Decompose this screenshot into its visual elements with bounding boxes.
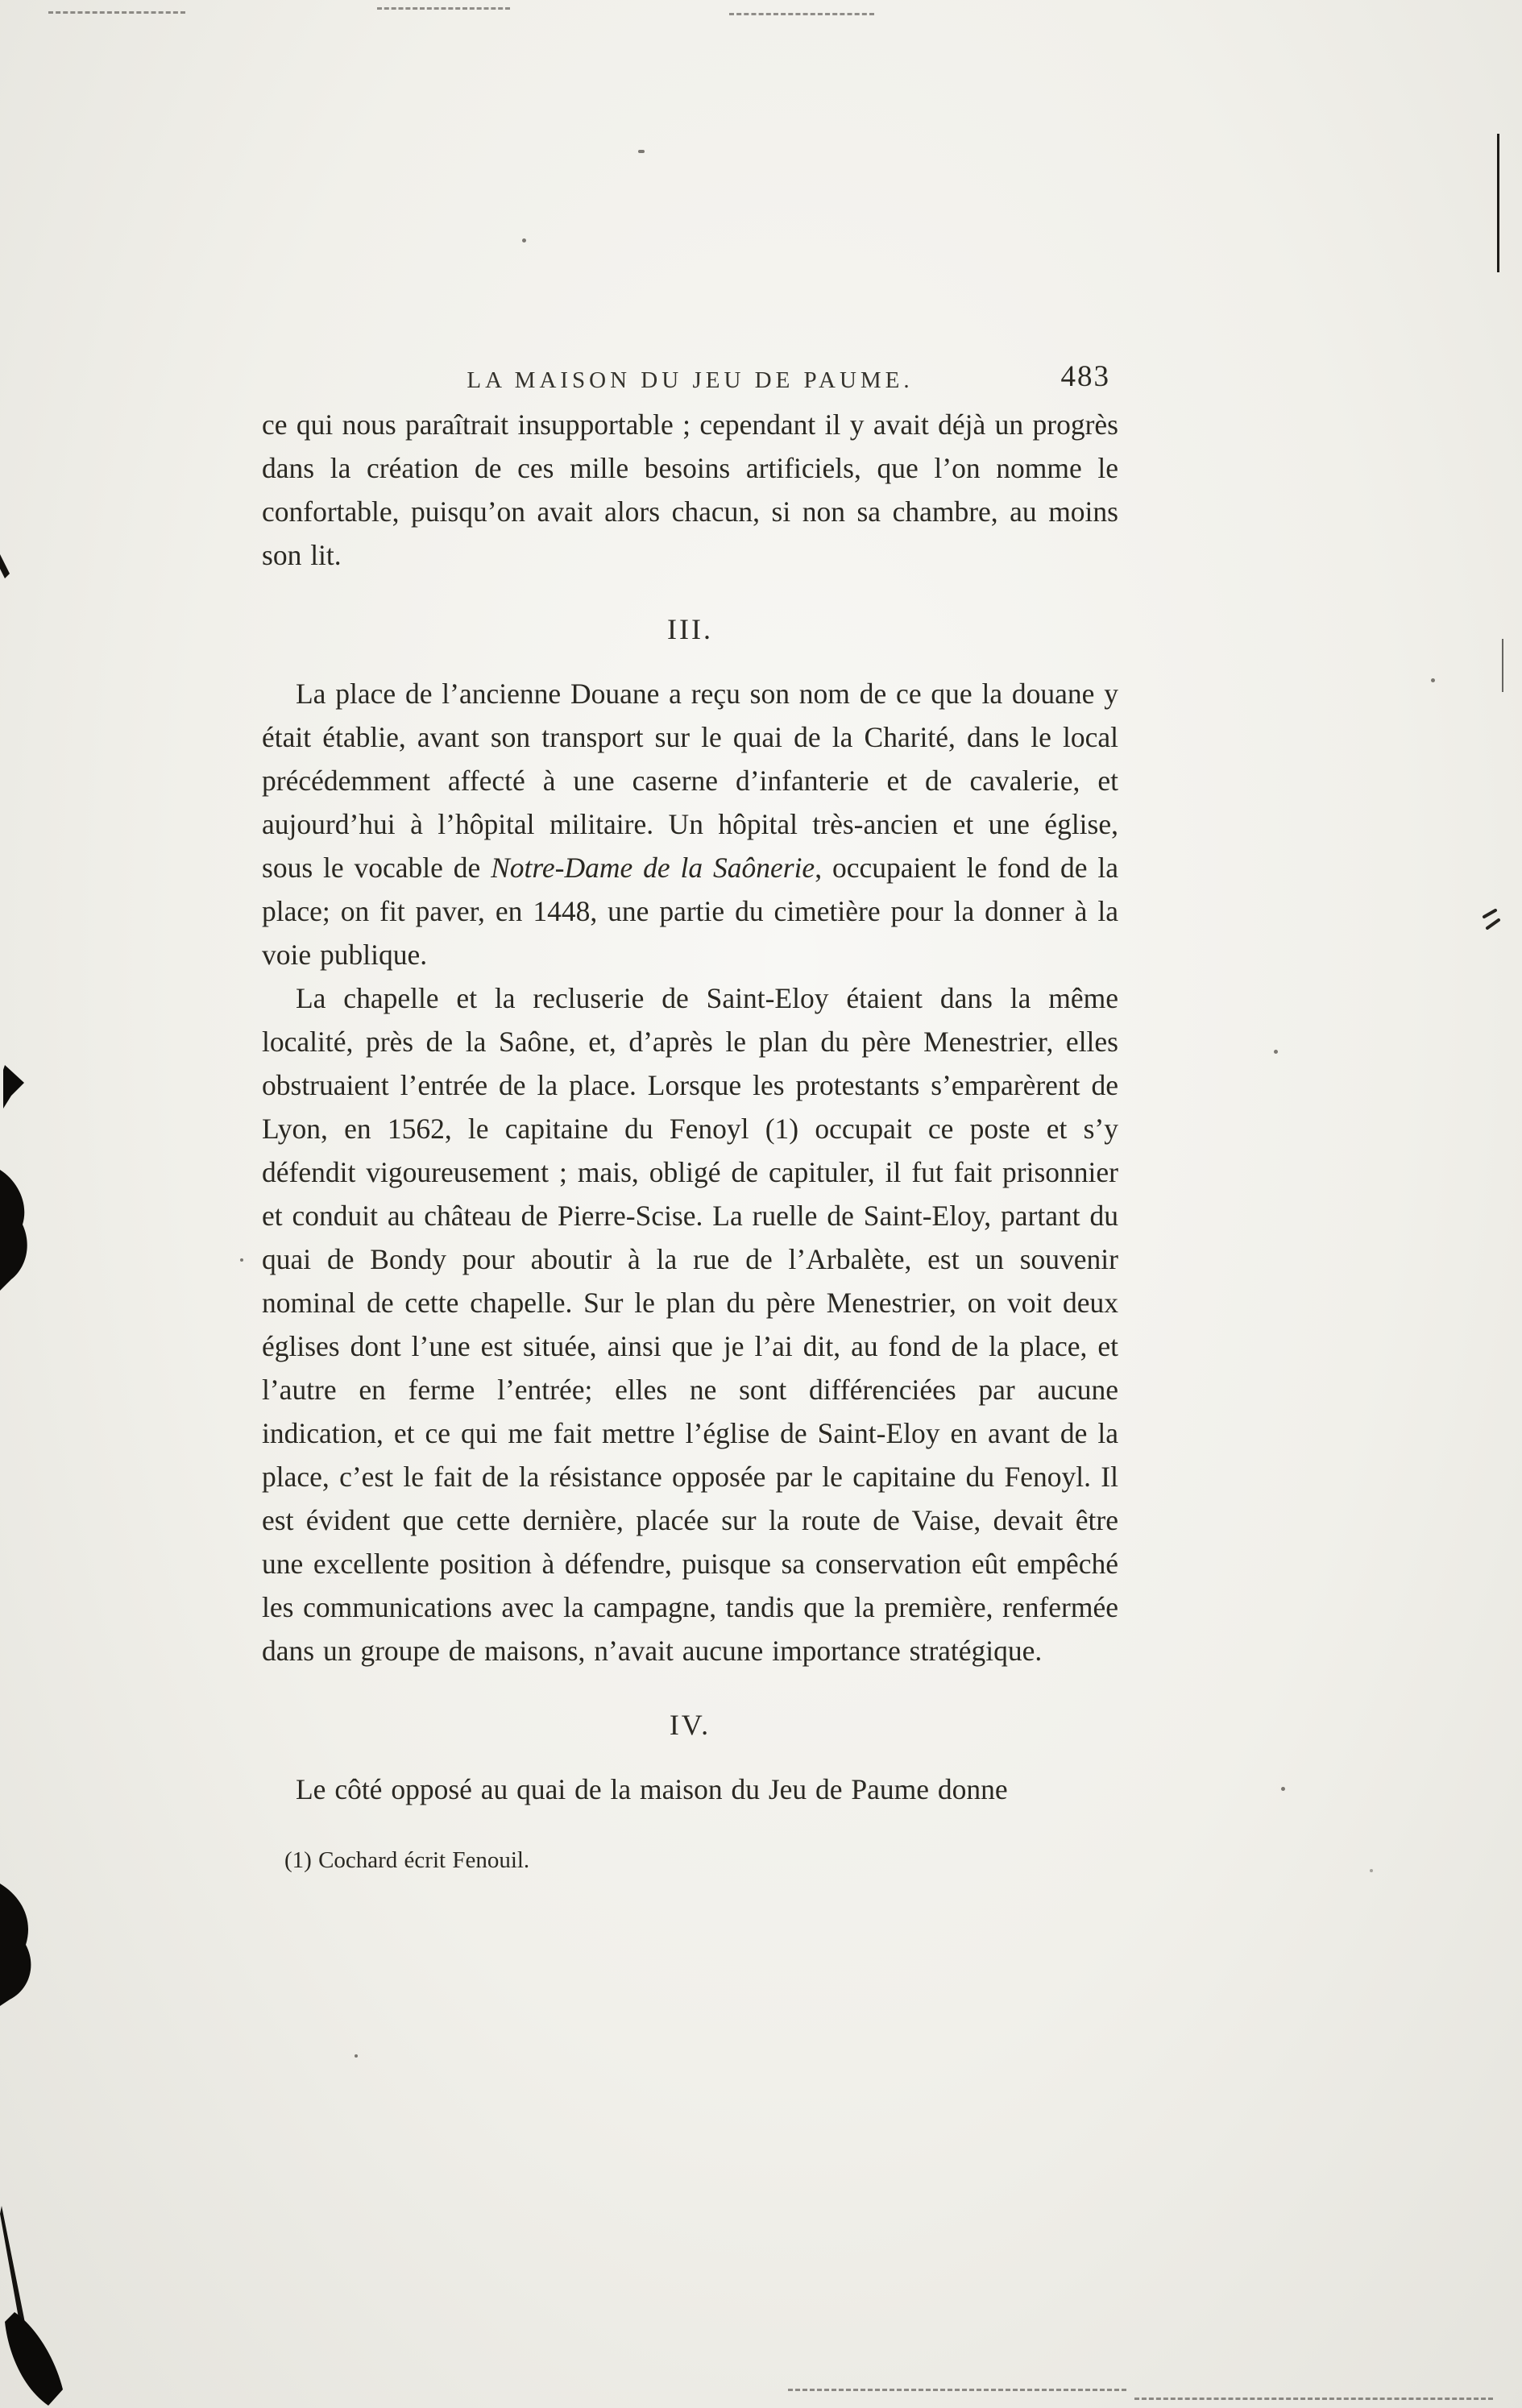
margin-tick-right bbox=[1502, 639, 1503, 692]
scan-speck bbox=[522, 238, 526, 242]
ink-blot-left-low bbox=[0, 1884, 42, 2006]
pencil-dash-top-center bbox=[729, 13, 874, 15]
page-number: 483 bbox=[1060, 360, 1110, 393]
ink-blot-left-mid bbox=[0, 1170, 37, 1291]
pencil-dash-top-center-left bbox=[377, 7, 510, 10]
scan-speck bbox=[1281, 1787, 1285, 1791]
paragraph-douane-italic-phrase: Notre-Dame de la Saônerie bbox=[491, 852, 815, 884]
margin-chevron-marks bbox=[1481, 909, 1510, 933]
text-column bbox=[262, 403, 1118, 1875]
pencil-dash-top-left bbox=[48, 11, 185, 14]
paragraph-cote: Le côté opposé au quai de la maison du Jeu de Paume donne bbox=[296, 1773, 1008, 1805]
section-heading-iv: IV. bbox=[669, 1709, 711, 1741]
margin-line-top-right bbox=[1497, 134, 1499, 272]
paragraph-douane-text-2: , occupaient le fond de la place; on fit paver, en 1448, une partie du cimetière pour la donner à la voie publique. bbox=[262, 852, 1118, 971]
paragraph-douane-text-1: La place de l’ancienne Douane a reçu son nom de ce que la douane y était établie, avant son transport sur le quai de la Charité, dans le local précédemment affecté à une caserne d’infanterie et de cavalerie, et aujourd’hui à l’hôpital militaire. Un hôpital très-ancien et une église, sous le vocable de bbox=[262, 678, 1118, 884]
running-header bbox=[262, 360, 1118, 401]
paragraph-chapelle: La chapelle et la recluserie de Saint-Eloy étaient dans la même localité, près de la Saône, et, d’après le plan du père Menestrier, elles obstruaient l’entrée de la place. Lorsque les protestants s’emparèrent de Lyon, en 1562, le capitaine du Fenoyl (1) occupait ce poste et s’y défendit vigoureusement ; mais, obligé de capituler, il fut fait prisonnier et conduit au château de Pierre-Scise. La ruelle de Saint-Eloy, partant du quai de Bondy pour aboutir à la rue de l’Arbalète, est un souvenir nominal de cette chapelle. Sur le plan du père Menestrier, on voit deux églises dont l’une est située, ainsi que je l’ai dit, au fond de la place, et l’autre en ferme l’entrée; elles ne sont différenciées par aucune indication, et ce qui me fait mettre l’église de Saint-Eloy en avant de la place, c’est le fait de la résistance opposée par le capitaine du Fenoyl. Il est évident que cette dernière, placée sur la route de Vaise, devait être une excellente position à défendre, puisque sa conservation eût empêché les communications avec la campagne, tandis que la première, renfermée dans un groupe de maisons, n’avait aucune importance stratégique. bbox=[262, 982, 1118, 1667]
scan-speck bbox=[1431, 678, 1435, 682]
ink-blot-small-arrow bbox=[3, 1065, 26, 1109]
pencil-dash-bottom-right bbox=[1134, 2398, 1493, 2400]
paragraph-douane bbox=[262, 672, 1118, 976]
paragraph-intro: ce qui nous paraîtrait insupportable ; cependant il y avait déjà un progrès dans la création de ces mille besoins artificiels, que l’on nomme le confortable, puisqu’on avait alors chacun, si non sa chambre, au moins son lit. bbox=[262, 408, 1118, 571]
running-header-title: LA MAISON DU JEU DE PAUME. bbox=[467, 367, 914, 393]
scan-speck bbox=[1370, 1869, 1373, 1872]
section-heading-iii: III. bbox=[667, 613, 713, 645]
scan-speck bbox=[1274, 1050, 1278, 1054]
pencil-dash-bottom-left bbox=[788, 2389, 1126, 2391]
ink-blot-tick bbox=[0, 554, 13, 578]
scan-speck bbox=[638, 150, 645, 153]
scan-speck bbox=[355, 2054, 358, 2058]
ink-blot-corner bbox=[5, 2312, 66, 2406]
scan-speck bbox=[240, 1258, 243, 1262]
footnote: (1) Cochard écrit Fenouil. bbox=[284, 1847, 530, 1873]
